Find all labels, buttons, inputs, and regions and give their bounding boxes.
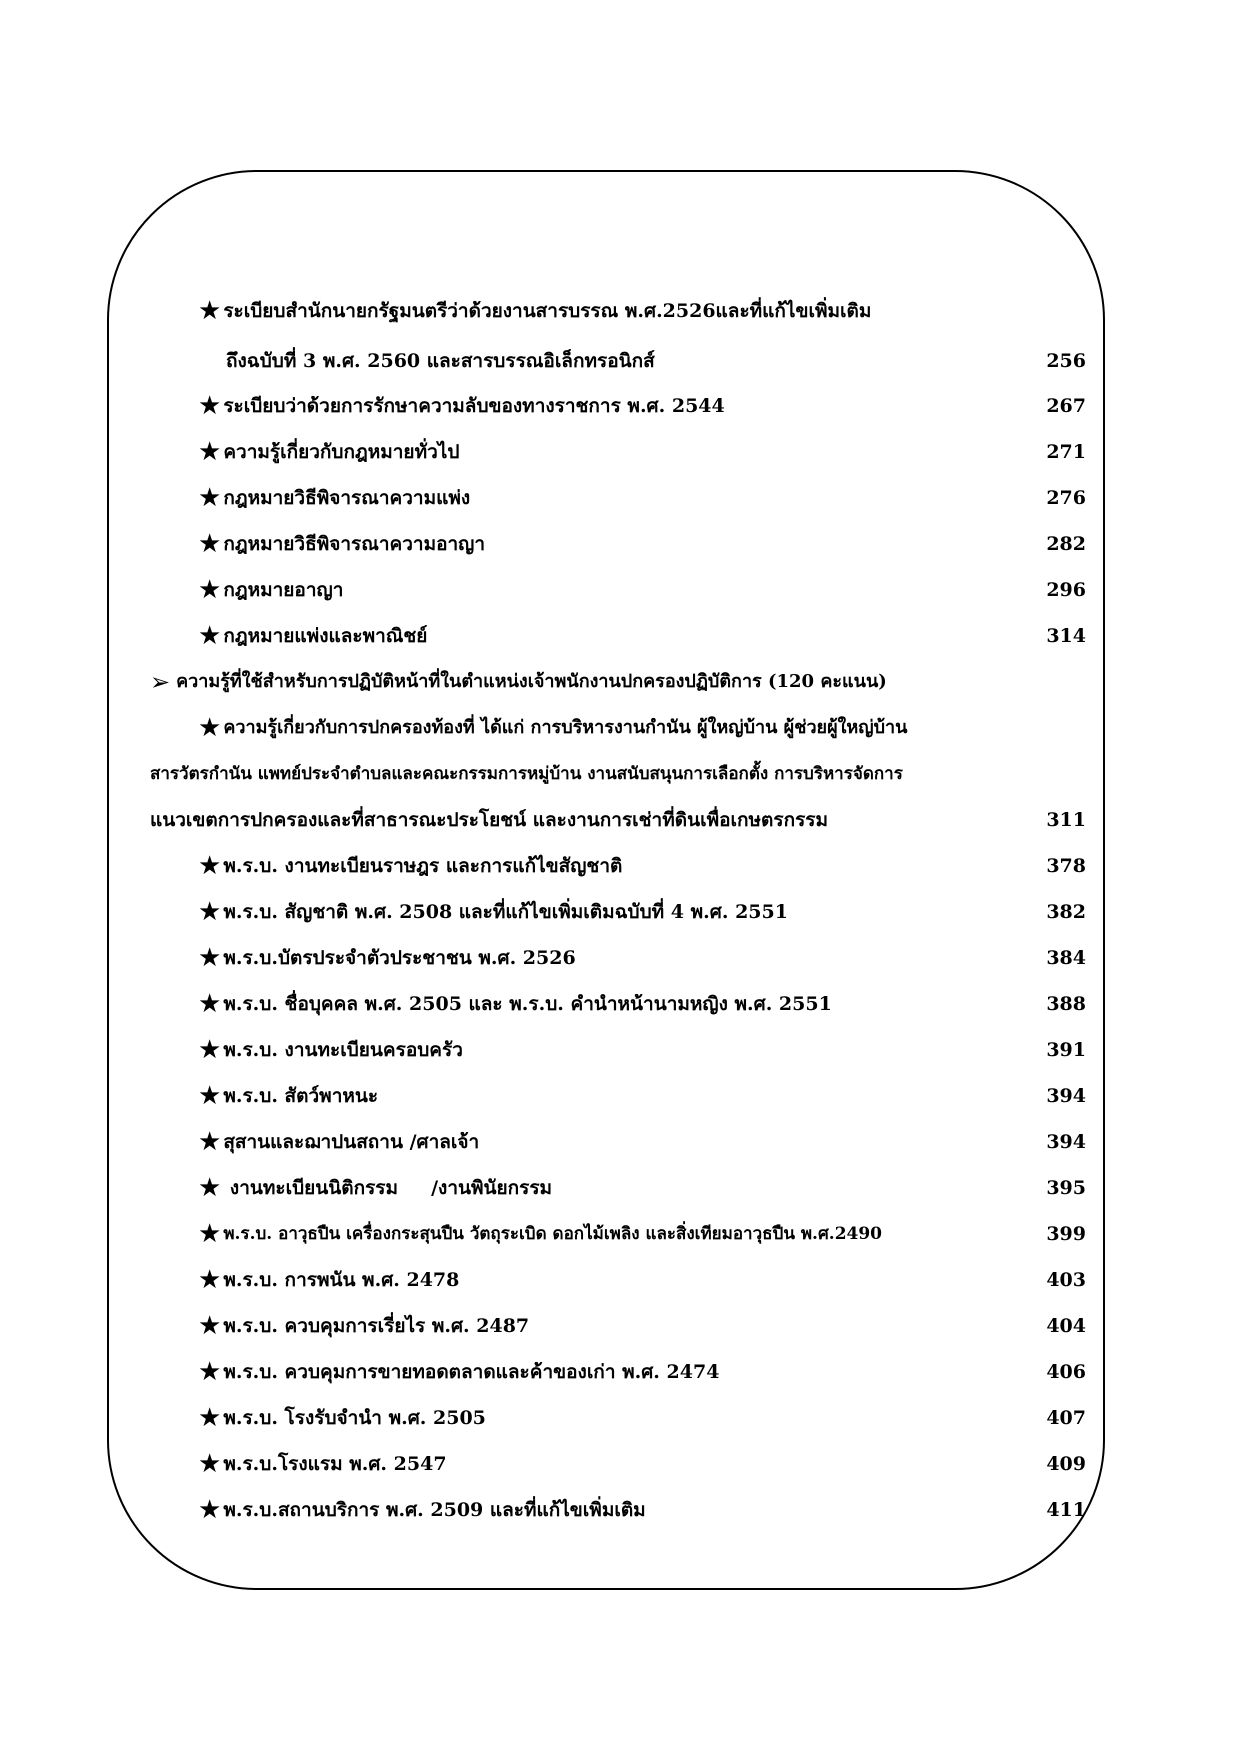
star-icon: ★	[198, 943, 222, 973]
star-icon: ★	[198, 1035, 222, 1065]
star-icon: ★	[198, 296, 222, 326]
toc-entry-continuation	[0, 800, 1241, 840]
toc-entry	[0, 570, 1241, 610]
toc-entry	[0, 1214, 1241, 1254]
toc-entry-text: พ.ร.บ. ควบคุมการเรี่ยไร พ.ศ. 2487	[223, 1315, 530, 1337]
toc-page-number: 404	[1046, 1315, 1086, 1337]
toc-entry	[0, 432, 1241, 472]
toc-entry-text: พ.ร.บ.สถานบริการ พ.ศ. 2509 และที่แก้ไขเพิ่มเติม	[223, 1499, 646, 1521]
toc-entry-continuation	[0, 754, 1241, 794]
toc-page-number: 406	[1046, 1361, 1086, 1383]
toc-entry-text: พ.ร.บ. งานทะเบียนราษฎร และการแก้ไขสัญชาติ	[223, 855, 623, 877]
toc-entry-text: พ.ร.บ. งานทะเบียนครอบครัว	[223, 1039, 463, 1061]
toc-page-number: 384	[1046, 947, 1086, 969]
star-icon: ★	[198, 529, 222, 559]
toc-entry-continuation	[0, 341, 1241, 381]
toc-entry-text: งานทะเบียนนิติกรรม /งานพินัยกรรม	[223, 1177, 553, 1199]
star-icon: ★	[198, 989, 222, 1019]
star-icon: ★	[198, 621, 222, 651]
toc-entry-text: พ.ร.บ. โรงรับจำนำ พ.ศ. 2505	[223, 1407, 486, 1429]
toc-page-number: 411	[1046, 1499, 1086, 1521]
star-icon: ★	[198, 1127, 222, 1157]
star-icon: ★	[198, 1311, 222, 1341]
toc-entry-text: ถึงฉบับที่ 3 พ.ศ. 2560 และสารบรรณอิเล็กทรอนิกส์	[226, 350, 655, 372]
star-icon: ★	[198, 437, 222, 467]
toc-entry	[0, 984, 1241, 1024]
toc-entry	[0, 1122, 1241, 1162]
star-icon: ★	[198, 575, 222, 605]
toc-entry	[0, 1260, 1241, 1300]
toc-entry	[0, 386, 1241, 426]
star-icon: ★	[198, 897, 222, 927]
toc-entry-text: พ.ร.บ. สัตว์พาหนะ	[223, 1085, 379, 1107]
toc-entry	[0, 1444, 1241, 1484]
toc-entry	[0, 1398, 1241, 1438]
toc-entry	[0, 1030, 1241, 1070]
toc-page-number: 399	[1046, 1223, 1086, 1245]
toc-page-number: 314	[1046, 625, 1086, 647]
toc-entry-text: กฎหมายแพ่งและพาณิชย์	[223, 625, 428, 647]
star-icon: ★	[198, 391, 222, 421]
toc-page-number: 267	[1046, 395, 1086, 417]
arrow-bullet-icon: ➢	[150, 668, 171, 696]
toc-entry	[0, 708, 1241, 748]
star-icon: ★	[198, 483, 222, 513]
toc-entry	[0, 1306, 1241, 1346]
toc-entry-text: พ.ร.บ.บัตรประจำตัวประชาชน พ.ศ. 2526	[223, 947, 576, 969]
star-icon: ★	[198, 1219, 222, 1249]
star-icon: ★	[198, 1265, 222, 1295]
toc-page-number: 409	[1046, 1453, 1086, 1475]
star-icon: ★	[198, 1495, 222, 1525]
toc-page-number: 296	[1046, 579, 1086, 601]
toc-entry-text: สุสานและฌาปนสถาน /ศาลเจ้า	[223, 1131, 480, 1153]
star-icon: ★	[198, 713, 222, 743]
toc-entry-text: พ.ร.บ. ควบคุมการขายทอดตลาดและค้าของเก่า พ.ศ. 2474	[223, 1361, 720, 1383]
toc-page-number: 256	[1046, 350, 1086, 372]
toc-entry	[0, 1352, 1241, 1392]
toc-entry-text: กฎหมายวิธีพิจารณาความอาญา	[223, 533, 486, 555]
star-icon: ★	[198, 1173, 222, 1203]
toc-entry	[0, 616, 1241, 656]
toc-entry-text: พ.ร.บ.โรงแรม พ.ศ. 2547	[223, 1453, 447, 1475]
toc-entry	[0, 1168, 1241, 1208]
toc-entry	[0, 1076, 1241, 1116]
toc-page-number: 378	[1046, 855, 1086, 877]
toc-page-number: 391	[1046, 1039, 1086, 1061]
star-icon: ★	[198, 1081, 222, 1111]
toc-page-number: 382	[1046, 901, 1086, 923]
toc-entry-text: พ.ร.บ. สัญชาติ พ.ศ. 2508 และที่แก้ไขเพิ่มเติมฉบับที่ 4 พ.ศ. 2551	[223, 901, 788, 923]
toc-entry	[0, 291, 1241, 331]
toc-entry-text: พ.ร.บ. การพนัน พ.ศ. 2478	[223, 1269, 460, 1291]
toc-page-number: 394	[1046, 1131, 1086, 1153]
toc-entry-text: กฎหมายอาญา	[223, 579, 344, 601]
toc-section-heading	[0, 662, 1241, 702]
toc-entry	[0, 524, 1241, 564]
toc-entry-text: กฎหมายวิธีพิจารณาความแพ่ง	[223, 487, 471, 509]
toc-page-number: 394	[1046, 1085, 1086, 1107]
toc-entry-text: ความรู้ที่ใช้สำหรับการปฏิบัติหน้าที่ในตำแหน่งเจ้าพนักงานปกครองปฏิบัติการ (120 คะแนน)	[176, 671, 887, 692]
toc-entry-text: ความรู้เกี่ยวกับการปกครองท้องที่ ได้แก่ การบริหารงานกำนัน ผู้ใหญ่บ้าน ผู้ช่วยผู้ใหญ่บ้าน	[223, 717, 908, 738]
toc-entry-text: ระเบียบสำนักนายกรัฐมนตรีว่าด้วยงานสารบรรณ พ.ศ.2526และที่แก้ไขเพิ่มเติม	[223, 300, 872, 322]
star-icon: ★	[198, 1403, 222, 1433]
toc-entry	[0, 1490, 1241, 1530]
toc-entry	[0, 892, 1241, 932]
toc-page-number: 311	[1046, 809, 1086, 831]
toc-page-number: 271	[1046, 441, 1086, 463]
toc-entry-text: สารวัตรกำนัน แพทย์ประจำตำบลและคณะกรรมการหมู่บ้าน งานสนับสนุนการเลือกตั้ง การบริหารจัดการ	[150, 764, 903, 784]
toc-page-number: 276	[1046, 487, 1086, 509]
toc-page-number: 282	[1046, 533, 1086, 555]
toc-entry-text: พ.ร.บ. ชื่อบุคคล พ.ศ. 2505 และ พ.ร.บ. คำนำหน้านามหญิง พ.ศ. 2551	[223, 993, 832, 1015]
star-icon: ★	[198, 1449, 222, 1479]
toc-entry	[0, 478, 1241, 518]
toc-page-number: 403	[1046, 1269, 1086, 1291]
toc-page-number: 407	[1046, 1407, 1086, 1429]
star-icon: ★	[198, 1357, 222, 1387]
toc-entry	[0, 938, 1241, 978]
star-icon: ★	[198, 851, 222, 881]
toc-page-number: 388	[1046, 993, 1086, 1015]
toc-page-number: 395	[1046, 1177, 1086, 1199]
toc-entry-text: พ.ร.บ. อาวุธปืน เครื่องกระสุนปืน วัตถุระเบิด ดอกไม้เพลิง และสิ่งเทียมอาวุธปืน พ.ศ.2490	[223, 1224, 883, 1244]
toc-entry-text: ความรู้เกี่ยวกับกฎหมายทั่วไป	[223, 441, 460, 463]
toc-entry	[0, 846, 1241, 886]
toc-entry-text: แนวเขตการปกครองและที่สาธารณะประโยชน์ และงานการเช่าที่ดินเพื่อเกษตรกรรม	[150, 809, 829, 831]
toc-entry-text: ระเบียบว่าด้วยการรักษาความลับของทางราชการ พ.ศ. 2544	[223, 395, 725, 417]
